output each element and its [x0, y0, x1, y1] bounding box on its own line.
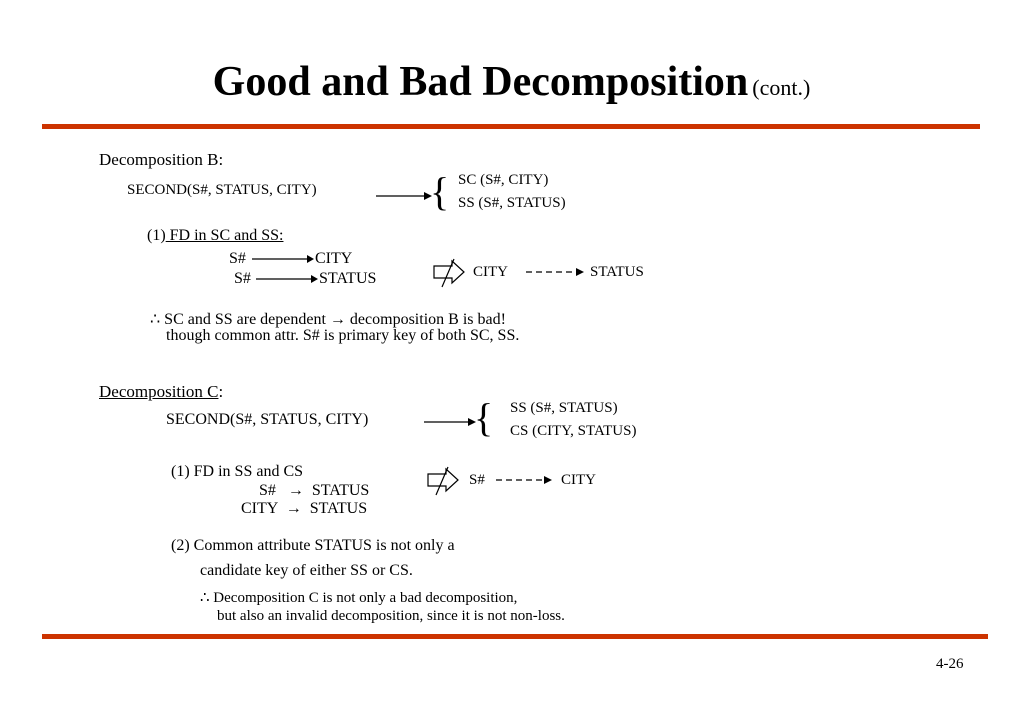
- decomp-c-brace: {: [474, 395, 494, 440]
- decomp-c-note-1: (2) Common attribute STATUS is not only a: [171, 537, 455, 554]
- decomp-c-relation: SECOND(S#, STATUS, CITY): [166, 411, 369, 428]
- top-divider: [42, 124, 980, 129]
- decomp-b-implied-left: CITY: [473, 264, 508, 280]
- decomp-c-arrow: [424, 416, 476, 428]
- decomp-b-implied-right: STATUS: [590, 264, 644, 280]
- decomp-b-conclusion-2: though common attr. S# is primary key of both SC, SS.: [166, 327, 520, 344]
- slide-title-main: Good and Bad Decomposition: [212, 59, 749, 105]
- decomp-b-conclusion-1: ∴ SC and SS are dependent → decomposition B is bad!: [150, 311, 506, 328]
- decomp-c-note-2: candidate key of either SS or CS.: [200, 562, 413, 579]
- decomp-c-result-cs: CS (CITY, STATUS): [510, 423, 637, 439]
- decomp-c-implied-right: CITY: [561, 472, 596, 488]
- not-implies-icon: [432, 258, 466, 288]
- decomp-c-heading-colon: :: [218, 382, 224, 401]
- decomp-c-implied-left: S#: [469, 472, 485, 488]
- decomp-b-fd1-left: S#: [229, 250, 246, 267]
- slide-title-suffix: (cont.): [752, 75, 811, 100]
- decomp-b-fd-title: FD in SC and SS:: [165, 227, 284, 244]
- decomp-b-arrow: [376, 190, 432, 202]
- not-implies-icon: [426, 466, 460, 496]
- decomp-c-heading: [99, 382, 223, 402]
- decomp-c-note-4: but also an invalid decomposition, since it is not non-loss.: [217, 608, 565, 624]
- decomp-b-implied-arrow: [526, 267, 584, 277]
- decomp-b-result-sc: SC (S#, CITY): [458, 172, 549, 188]
- decomp-c-fd2: CITY → STATUS: [241, 500, 368, 517]
- decomp-b-fd1-arrow: [252, 254, 314, 264]
- decomp-c-implied-arrow: [496, 475, 552, 485]
- decomp-c-fd1: S# → STATUS: [259, 482, 370, 499]
- decomp-b-brace: {: [430, 169, 450, 214]
- decomp-c-result-ss: SS (S#, STATUS): [510, 400, 618, 416]
- slide-title: [0, 58, 1023, 106]
- decomp-c-fd-heading: (1) FD in SS and CS: [171, 463, 304, 480]
- decomp-b-fd2-arrow: [256, 274, 318, 284]
- decomp-b-fd1-right: CITY: [315, 250, 353, 267]
- page-number: 4-26: [936, 656, 964, 672]
- decomp-c-note-3: ∴ Decomposition C is not only a bad decomposition,: [200, 590, 518, 606]
- bottom-divider: [42, 634, 988, 639]
- decomp-b-fd-heading: [147, 227, 283, 245]
- decomp-b-fd2-left: S#: [234, 270, 251, 287]
- decomp-b-relation: SECOND(S#, STATUS, CITY): [127, 182, 317, 198]
- decomp-b-fd2-right: STATUS: [319, 270, 377, 287]
- decomp-b-fd-prefix: (1): [147, 227, 166, 244]
- decomp-c-heading-text: Decomposition C: [99, 382, 219, 401]
- decomp-b-heading: Decomposition B:: [99, 150, 224, 169]
- decomp-b-result-ss: SS (S#, STATUS): [458, 195, 566, 211]
